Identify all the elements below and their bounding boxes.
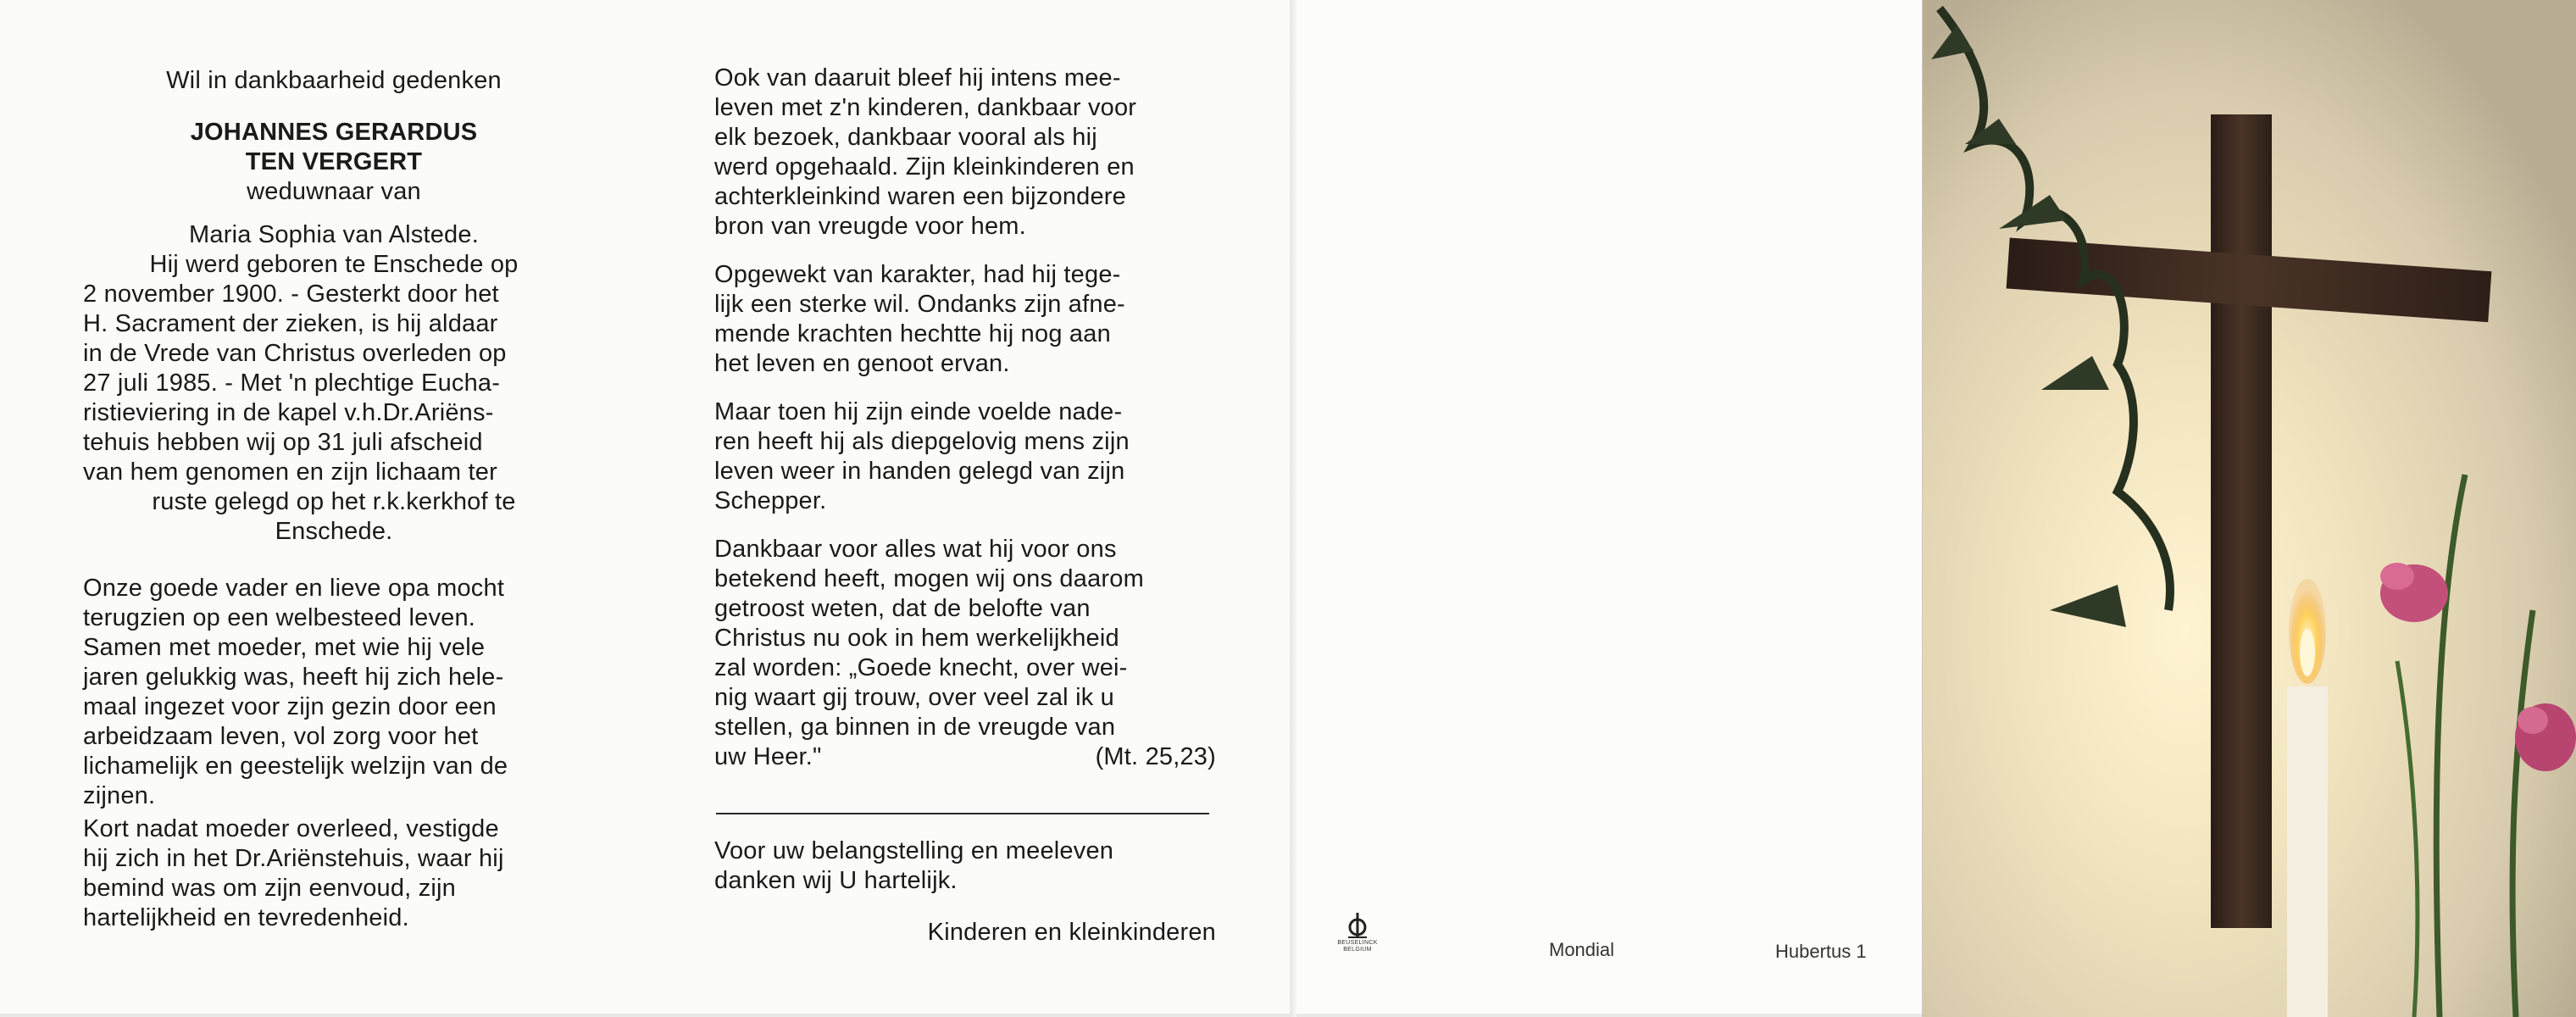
text-line: zijnen. (83, 782, 156, 809)
text-line: arbeidzaam leven, vol zorg voor het (83, 723, 479, 750)
series-name: Mondial (1549, 939, 1615, 960)
signature: Kinderen en kleinkinderen (927, 919, 1216, 946)
text-line: jaren gelukkig was, heeft hij zich hele- (83, 664, 504, 691)
thanks-line-2: danken wij U hartelijk. (714, 867, 958, 894)
text-line: hij zich in het Dr.Ariënstehuis, waar hij (83, 845, 504, 872)
text-line: ristieviering in de kapel v.h.Dr.Ariëns- (83, 399, 494, 426)
gratitude-paragraph (714, 535, 1216, 772)
quote-closing-line (714, 742, 1216, 772)
text-line: Dankbaar voor alles wat hij voor ons (714, 536, 1117, 563)
text-line: bron van vreugde voor hem. (714, 213, 1026, 240)
text-line: Schepper. (714, 487, 827, 514)
heading: Wil in dankbaarheid gedenken (166, 67, 502, 94)
text-line: ren heeft hij als diepgelovig mens zijn (714, 428, 1130, 455)
text-line: mende krachten hechtte hij nog aan (714, 320, 1111, 347)
text-line: getroost weten, dat de belofte van (714, 595, 1091, 622)
text-line: nig waart gij trouw, over veel zal ik u (714, 684, 1115, 711)
text-line: uw Heer." (714, 743, 822, 770)
end-of-life-paragraph (714, 397, 1216, 516)
text-line: H. Sacrament der zieken, is hij aldaar (83, 310, 498, 337)
text-column-right (714, 64, 1216, 948)
visits-paragraph (714, 64, 1216, 242)
text-line: hartelijkheid en tevredenheid. (83, 904, 409, 931)
text-line: tehuis hebben wij op 31 juli afscheid (83, 429, 483, 456)
text-line: het leven en genoot ervan. (714, 350, 1010, 377)
text-line: elk bezoek, dankbaar vooral als hij (714, 124, 1097, 151)
later-life-paragraph (83, 814, 585, 933)
candle-icon (2287, 579, 2328, 1017)
text-line: lijk een sterke wil. Ondanks zijn afne- (714, 291, 1125, 318)
text-line: in de Vrede van Christus overleden op (83, 340, 507, 367)
publisher-logo-text-2: BELGIUM (1343, 947, 1372, 953)
publisher-logo (1332, 911, 1383, 959)
page-bottom-edge (0, 1014, 1290, 1017)
text-line: lichamelijk en geestelijk welzijn van de (83, 753, 508, 780)
thanks-block (714, 836, 1216, 896)
text-line: Ook van daaruit bleef hij intens mee- (714, 64, 1121, 92)
text-line: werd opgehaald. Zijn kleinkinderen en (714, 153, 1135, 181)
text-line: achterkleinkind waren een bijzondere (714, 183, 1126, 210)
text-line: leven met z'n kinderen, dankbaar voor (714, 94, 1137, 121)
text-line: van hem genomen en zijn lichaam ter (83, 458, 497, 486)
text-line: Samen met moeder, met wie hij vele (83, 634, 486, 661)
deceased-name-line-2: TEN VERGERT (245, 148, 423, 175)
publisher-logo-text-1: BEUSELINCK (1337, 940, 1378, 946)
card-fold (1290, 0, 1296, 1017)
thanks-line-1: Voor uw belangstelling en meeleven (714, 837, 1114, 864)
spouse-name: Maria Sophia van Alstede. (189, 221, 479, 248)
text-line: maal ingezet voor zijn gezin door een (83, 693, 497, 720)
text-line: 2 november 1900. - Gesterkt door het (83, 281, 499, 308)
text-line: Enschede. (275, 518, 393, 545)
text-column-left (83, 66, 585, 933)
deceased-name-line-1: JOHANNES GERARDUS (190, 119, 478, 146)
life-paragraph (83, 574, 585, 811)
text-line: Hij werd geboren te Enschede op (149, 251, 519, 278)
text-line: betekend heeft, mogen wij ons daarom (714, 565, 1144, 592)
birth-death-paragraph (83, 250, 585, 547)
text-line: bemind was om zijn eenvoud, zijn (83, 875, 457, 902)
text-line: Kort nadat moeder overleed, vestigde (83, 815, 499, 842)
text-line: Maar toen hij zijn einde voelde nade- (714, 398, 1123, 425)
text-line: stellen, ga binnen in de vreugde van (714, 714, 1116, 741)
divider-rule (716, 813, 1209, 814)
photo-illustration (1923, 0, 2576, 1017)
text-line: 27 juli 1985. - Met 'n plechtige Eucha- (83, 370, 501, 397)
cross-candle-photo (1922, 0, 2576, 1017)
text-line: Onze goede vader en lieve opa mocht (83, 575, 505, 602)
publisher-mark-icon (1343, 911, 1372, 940)
text-line: ruste gelegd op het r.k.kerkhof te (152, 488, 516, 515)
text-line: terugzien op een welbesteed leven. (83, 604, 476, 631)
text-line: leven weer in handen gelegd van zijn (714, 458, 1125, 485)
scripture-reference: (Mt. 25,23) (1095, 743, 1216, 770)
text-line: zal worden: „Goede knecht, over wei- (714, 654, 1128, 681)
character-paragraph (714, 260, 1216, 379)
text-line: Christus nu ook in hem werkelijkheid (714, 625, 1119, 652)
relation: weduwnaar van (247, 178, 421, 205)
text-line: Opgewekt van karakter, had hij tege- (714, 261, 1121, 288)
card-code: Hubertus 1 (1775, 941, 1867, 962)
